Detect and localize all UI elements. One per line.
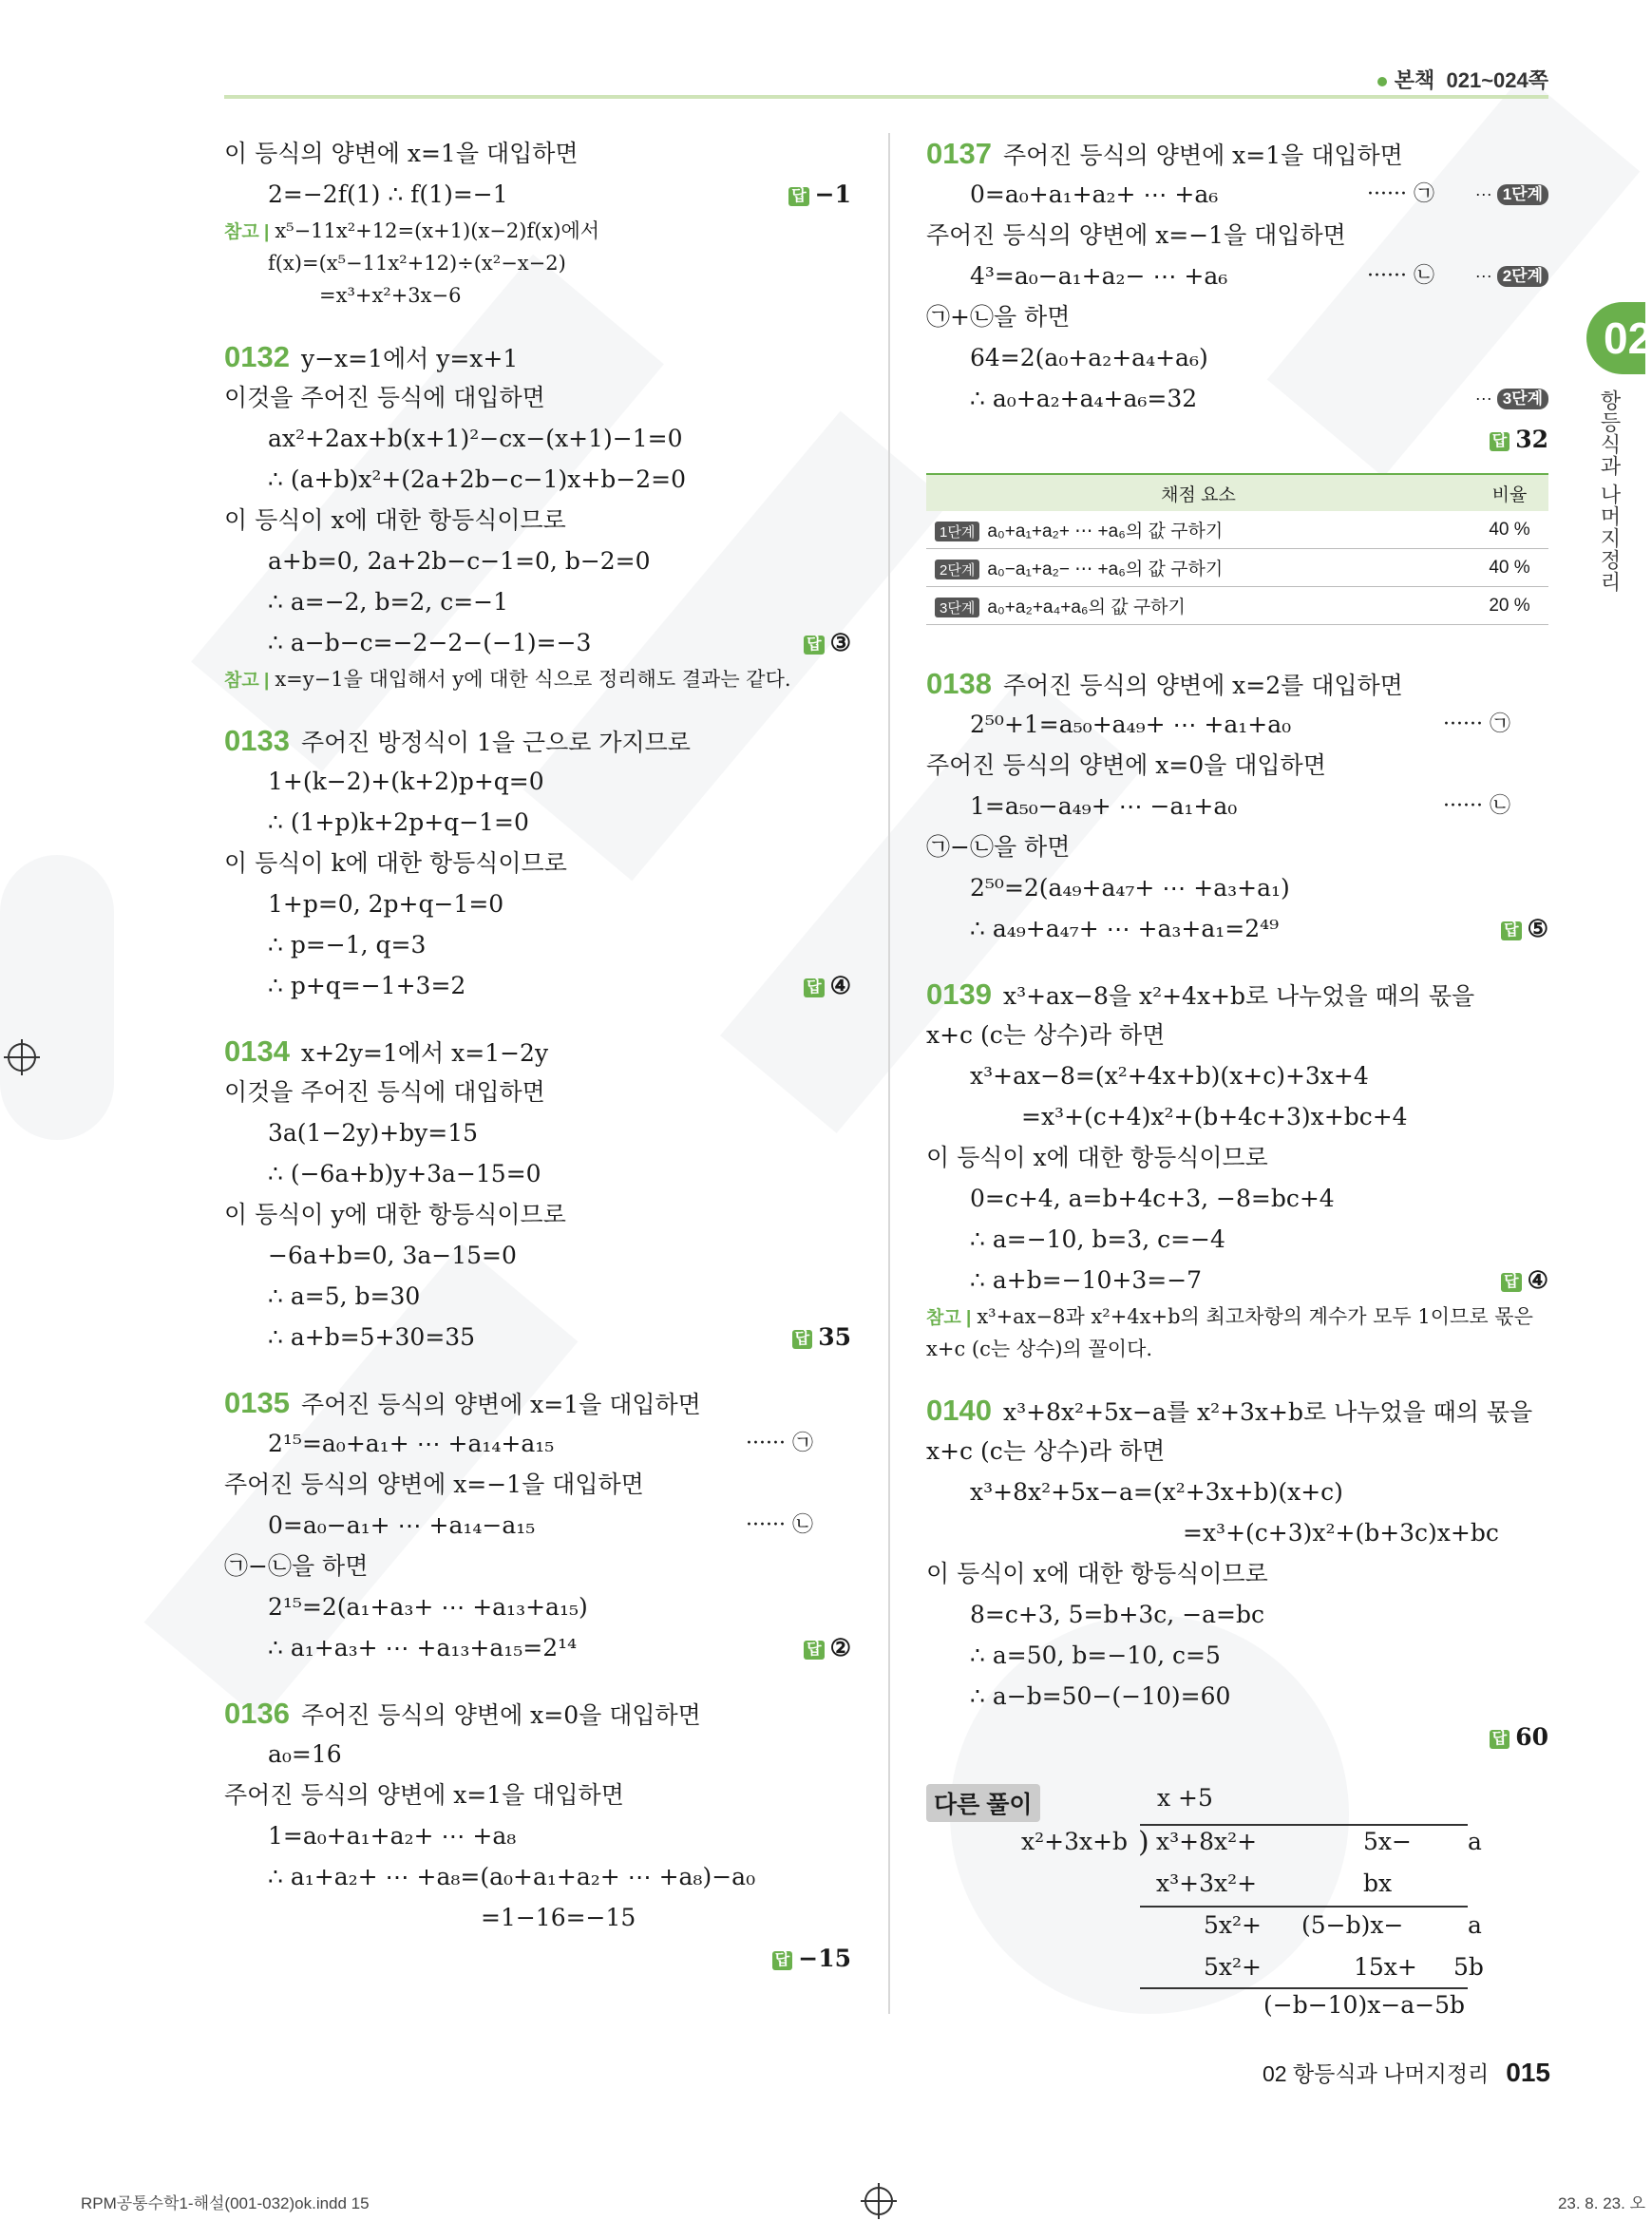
solution-line — [926, 1594, 1548, 1635]
solution-line — [224, 215, 851, 247]
solution-line — [224, 541, 851, 581]
line-text: 이 등식이 x에 대한 항등식이므로 — [926, 1560, 1268, 1587]
problem-number: 0134 — [224, 1035, 290, 1068]
solution-line — [224, 418, 851, 459]
page-footer — [1263, 2057, 1550, 2088]
answer-tag: 답 — [1490, 432, 1510, 451]
table-row — [926, 511, 1548, 549]
answer-tag: 답 — [804, 1641, 824, 1660]
answer: 답 ④ — [804, 965, 851, 1006]
line-text: 3a(1−2y)+by=15 — [268, 1119, 479, 1147]
line-text: ∴ a₁+a₂+ ⋯ +a₈=(a₀+a₁+a₂+ ⋯ +a₈)−a₀ — [268, 1863, 756, 1890]
line-text: x³+8x²+5x−a를 x²+3x+b로 나누었을 때의 몫을 — [1002, 1398, 1533, 1426]
line-text: 4³=a₀−a₁+a₂− ⋯ +a₆ — [970, 262, 1228, 290]
solution-line — [926, 1390, 1548, 1431]
answer: 답 35 — [792, 1317, 851, 1357]
line-text: x³+ax−8=(x²+4x+b)(x+c)+3x+4 — [970, 1062, 1369, 1090]
problem-number: 0132 — [224, 340, 290, 373]
solution-line — [926, 1055, 1548, 1096]
solution-line — [926, 704, 1548, 745]
page-number: 015 — [1506, 2058, 1550, 2087]
solution-line — [926, 133, 1548, 174]
problem-number: 0133 — [224, 724, 290, 757]
equation-marker: ······ ㉡ — [746, 1513, 813, 1537]
answer: 답 60 — [1490, 1717, 1548, 1757]
solution-line — [224, 1276, 851, 1317]
step-marker: ··· 3단계 — [1475, 378, 1548, 419]
solution-line — [926, 745, 1548, 786]
table-cell: 20 % — [1471, 587, 1548, 625]
solution-line — [926, 1137, 1548, 1178]
note-label: 참고 | — [224, 222, 270, 242]
solution-line — [926, 1219, 1548, 1260]
division-row: (5−b)x− — [1301, 1911, 1404, 1939]
long-division — [926, 1775, 1506, 2022]
line-text: x+c (c는 상수)라 하면 — [926, 1437, 1166, 1465]
division-row: a — [1468, 1911, 1482, 1939]
division-row: 15x+ — [1354, 1953, 1417, 1981]
line-text: ∴ (a+b)x²+(2a+2b−c−1)x+b−2=0 — [268, 465, 687, 493]
solution-line — [224, 336, 851, 377]
dividend: x³+8x²+ — [1156, 1828, 1258, 1855]
solution-line — [224, 883, 851, 924]
solution-line — [926, 786, 1548, 826]
line-text: =x³+x²+3x−6 — [319, 284, 462, 307]
solution-line — [224, 663, 851, 695]
problem-number: 0139 — [926, 978, 992, 1011]
line-text: ∴ a−b−c=−2−2−(−1)=−3 — [268, 629, 592, 656]
solution-line — [926, 1717, 1548, 1757]
table-cell: a₀−a₁+a₂− ⋯ +a₆의 값 구하기 — [987, 560, 1224, 579]
header-pages: 본책 021~024쪽 — [1377, 65, 1548, 94]
line-text: 2=−2f(1) ∴ f(1)=−1 — [268, 180, 508, 208]
table-cell: a₀+a₂+a₄+a₆의 값 구하기 — [987, 598, 1186, 617]
divisor: x²+3x+b — [1021, 1828, 1129, 1855]
solution-line — [224, 174, 851, 215]
line-text: x⁵−11x²+12=(x+1)(x−2)f(x)에서 — [275, 219, 600, 242]
note-label: 참고 | — [224, 671, 270, 691]
solution-line — [224, 1464, 851, 1505]
line-text: ∴ (1+p)k+2p+q−1=0 — [268, 808, 529, 836]
solution-line — [926, 1300, 1548, 1333]
line-text: x³+ax−8을 x²+4x+b로 나누었을 때의 몫을 — [1002, 982, 1475, 1010]
solution-line — [926, 826, 1548, 867]
solution-line — [224, 133, 851, 174]
spacer — [224, 695, 851, 720]
left-column — [224, 133, 851, 1979]
dividend-part: a — [1468, 1828, 1482, 1855]
line-text: −6a+b=0, 3a−15=0 — [268, 1242, 517, 1269]
line-text: 8=c+3, 5=b+3c, −a=bc — [970, 1601, 1265, 1628]
equation-marker: ······ ㉠ — [1443, 712, 1510, 736]
solution-line — [926, 1676, 1548, 1717]
line-text: a+b=0, 2a+2b−c−1=0, b−2=0 — [268, 547, 651, 575]
equation-marker: ······ ㉡ — [1443, 794, 1510, 818]
line-text: ㉠+㉡을 하면 — [926, 303, 1071, 331]
problem-number: 0138 — [926, 667, 992, 700]
solution-line — [224, 1423, 851, 1464]
solution-line — [926, 1512, 1548, 1553]
line-text: =x³+(c+4)x²+(b+4c+3)x+bc+4 — [1021, 1103, 1408, 1130]
answer-tag: 답 — [792, 1330, 812, 1349]
line-text: 이 등식이 x에 대한 항등식이므로 — [224, 506, 566, 534]
line-text: 주어진 등식의 양변에 x=0을 대입하면 — [300, 1701, 701, 1729]
line-text: ∴ a=−10, b=3, c=−4 — [970, 1225, 1225, 1253]
line-text: 2¹⁵=a₀+a₁+ ⋯ +a₁₄+a₁₅ — [268, 1430, 555, 1457]
step-badge: 1단계 — [935, 522, 979, 541]
solution-line — [224, 1775, 851, 1815]
solution-line — [224, 1031, 851, 1072]
line-text: 이 등식이 x에 대한 항등식이므로 — [926, 1144, 1268, 1171]
line-text: 주어진 등식의 양변에 x=−1을 대입하면 — [224, 1471, 644, 1498]
line-text: 1+p=0, 2p+q−1=0 — [268, 890, 504, 918]
division-row: bx — [1363, 1870, 1393, 1897]
answer: 답 ② — [804, 1627, 851, 1668]
answer-tag: 답 — [1501, 1273, 1521, 1292]
step-marker: ··· 2단계 — [1475, 256, 1548, 296]
solution-line — [926, 1553, 1548, 1594]
solution-line — [926, 378, 1548, 419]
solution-line — [926, 1096, 1548, 1137]
solution-line — [926, 296, 1548, 337]
solution-line — [224, 720, 851, 761]
line-text: 1=a₅₀−a₄₉+ ⋯ −a₁+a₀ — [970, 792, 1238, 820]
line-text: ∴ (−6a+b)y+3a−15=0 — [268, 1160, 541, 1187]
solution-line — [224, 965, 851, 1006]
answer-tag: 답 — [804, 978, 824, 997]
solution-line — [224, 247, 851, 279]
answer: 답 ③ — [804, 622, 851, 663]
spacer — [224, 1006, 851, 1031]
line-text: x³+8x²+5x−a=(x²+3x+b)(x+c) — [970, 1478, 1343, 1506]
solution-line — [926, 174, 1548, 215]
solution-line — [224, 924, 851, 965]
footer-chapter: 02 항등식과 나머지정리 — [1262, 2061, 1490, 2086]
solution-line — [224, 1693, 851, 1734]
solution-line — [224, 1897, 851, 1938]
answer-tag: 답 — [1490, 1730, 1510, 1749]
solution-line — [224, 1586, 851, 1627]
problem-number: 0140 — [926, 1394, 992, 1427]
division-row: 5b — [1453, 1953, 1484, 1981]
problem-number: 0136 — [224, 1697, 290, 1730]
solution-line — [926, 1015, 1548, 1055]
answer: 답 32 — [1490, 419, 1548, 460]
spacer — [224, 312, 851, 336]
line-text: ∴ a₄₉+a₄₇+ ⋯ +a₃+a₁=2⁴⁹ — [970, 915, 1280, 942]
solution-line — [224, 1546, 851, 1586]
chapter-tab: 02 — [1586, 302, 1645, 374]
solution-line — [224, 802, 851, 843]
problem-number: 0137 — [926, 137, 992, 170]
registration-mark-icon — [864, 2187, 893, 2215]
spacer — [224, 1668, 851, 1693]
solution-line — [224, 459, 851, 500]
step-badge: 3단계 — [935, 598, 979, 617]
line-text: ∴ p=−1, q=3 — [268, 931, 427, 959]
solution-line — [224, 1734, 851, 1775]
spacer — [926, 1365, 1548, 1390]
print-file-info: RPM공통수학1-해설(001-032)ok.indd 15 — [81, 2194, 370, 2212]
line-text: =1−16=−15 — [481, 1904, 636, 1931]
line-text: x+2y=1에서 x=1−2y — [300, 1039, 549, 1067]
registration-mark-icon — [8, 1043, 36, 1072]
line-text: ∴ a=5, b=30 — [268, 1282, 421, 1310]
line-text: x+c (c는 상수)라 하면 — [926, 1021, 1166, 1049]
equation-marker: ······ ㉡ — [1367, 264, 1434, 288]
line-text: 64=2(a₀+a₂+a₄+a₆) — [970, 344, 1208, 371]
line-text: ㉠−㉡을 하면 — [224, 1552, 369, 1580]
column-divider — [888, 133, 890, 2014]
line-text: 1+(k−2)+(k+2)p+q=0 — [268, 768, 544, 795]
answer-tag: 답 — [788, 187, 808, 206]
solution-line — [926, 1178, 1548, 1219]
right-column-bottom — [926, 663, 1548, 1757]
division-row: 5x²+ — [1204, 1953, 1262, 1981]
solution-line — [926, 908, 1548, 949]
division-bracket: ) — [1138, 1826, 1149, 1859]
right-column-top — [926, 133, 1548, 460]
line-text: ∴ a₁+a₃+ ⋯ +a₁₃+a₁₅=2¹⁴ — [268, 1634, 578, 1661]
line-text: ∴ a+b=−10+3=−7 — [970, 1266, 1203, 1294]
table-row — [926, 587, 1548, 625]
line-text: ∴ a=50, b=−10, c=5 — [970, 1642, 1221, 1669]
line-text: 주어진 등식의 양변에 x=−1을 대입하면 — [926, 221, 1346, 249]
equation-marker: ······ ㉠ — [1367, 182, 1434, 206]
line-text: ∴ a₀+a₂+a₄+a₆=32 — [970, 385, 1198, 412]
division-row: 5x²+ — [1204, 1911, 1262, 1939]
line-text: 주어진 등식의 양변에 x=1을 대입하면 — [224, 1781, 624, 1809]
solution-line — [224, 1072, 851, 1112]
line-text: ∴ a−b=50−(−10)=60 — [970, 1682, 1231, 1710]
table-cell: 40 % — [1471, 549, 1548, 587]
equation-marker: ······ ㉠ — [746, 1432, 813, 1455]
line-text: 0=c+4, a=b+4c+3, −8=bc+4 — [970, 1185, 1335, 1212]
solution-line — [224, 1235, 851, 1276]
line-text: 이 등식의 양변에 x=1을 대입하면 — [224, 140, 579, 167]
table-row — [926, 549, 1548, 587]
remainder: (−b−10)x−a−5b — [1263, 1991, 1466, 2019]
answer: 답 −15 — [772, 1938, 851, 1979]
table-cell: a₀+a₁+a₂+ ⋯ +a₆의 값 구하기 — [987, 522, 1224, 541]
solution-line — [224, 581, 851, 622]
step-badge: 2단계 — [935, 560, 979, 579]
solution-line — [224, 1856, 851, 1897]
solution-line — [926, 974, 1548, 1015]
table-header-item: 채점 요소 — [926, 474, 1471, 511]
solution-line — [926, 256, 1548, 296]
solution-line — [926, 1333, 1548, 1365]
line-text: 이 등식이 k에 대한 항등식이므로 — [224, 849, 567, 877]
line-text: 2⁵⁰+1=a₅₀+a₄₉+ ⋯ +a₁+a₀ — [970, 711, 1292, 738]
solution-line — [926, 337, 1548, 378]
solution-line — [224, 622, 851, 663]
line-text: y−x=1에서 y=x+1 — [300, 345, 519, 372]
line-text: 2¹⁵=2(a₁+a₃+ ⋯ +a₁₃+a₁₅) — [268, 1593, 588, 1621]
answer-tag: 답 — [772, 1951, 792, 1970]
line-text: 2⁵⁰=2(a₄₉+a₄₇+ ⋯ +a₃+a₁) — [970, 874, 1290, 902]
solution-line — [224, 1505, 851, 1546]
problem-number: 0135 — [224, 1386, 290, 1419]
solution-line — [224, 1627, 851, 1668]
line-text: 주어진 등식의 양변에 x=0을 대입하면 — [926, 751, 1326, 779]
solution-line — [926, 419, 1548, 460]
solution-line — [224, 279, 851, 312]
division-line — [1140, 1906, 1468, 1908]
solution-line — [224, 1815, 851, 1856]
line-text: x=y−1을 대입해서 y에 대한 식으로 정리해도 결과는 같다. — [275, 668, 791, 691]
line-text: x³+ax−8과 x²+4x+b의 최고차항의 계수가 모두 1이므로 몫은 — [977, 1305, 1533, 1328]
line-text: 주어진 등식의 양변에 x=1을 대입하면 — [300, 1391, 701, 1418]
line-text: ∴ a=−2, b=2, c=−1 — [268, 588, 509, 616]
line-text: 0=a₀−a₁+ ⋯ +a₁₄−a₁₅ — [268, 1511, 536, 1539]
answer: 답 ⑤ — [1501, 908, 1548, 949]
solution-line — [224, 761, 851, 802]
scoring-table — [926, 473, 1548, 625]
line-text: 이 등식이 y에 대한 항등식이므로 — [224, 1201, 566, 1228]
line-text: ∴ p+q=−1+3=2 — [268, 972, 466, 999]
answer: 답 ④ — [1501, 1260, 1548, 1300]
line-text: 1=a₀+a₁+a₂+ ⋯ +a₈ — [268, 1822, 517, 1850]
solution-line — [224, 843, 851, 883]
solution-line — [224, 1382, 851, 1423]
answer-tag: 답 — [1501, 921, 1521, 940]
line-text: f(x)=(x⁵−11x²+12)÷(x²−x−2) — [268, 252, 566, 275]
solution-line — [926, 1260, 1548, 1300]
line-text: ㉠−㉡을 하면 — [926, 833, 1071, 861]
division-bar — [1140, 1824, 1468, 1826]
line-text: 주어진 등식의 양변에 x=2를 대입하면 — [1002, 672, 1403, 699]
solution-line — [926, 867, 1548, 908]
solution-line — [926, 1471, 1548, 1512]
answer: 답 −1 — [788, 174, 851, 215]
dividend-part: 5x− — [1363, 1828, 1412, 1855]
division-line — [1140, 1987, 1468, 1989]
line-text: 이것을 주어진 등식에 대입하면 — [224, 1078, 545, 1106]
solution-line — [224, 1938, 851, 1979]
line-text: 주어진 등식의 양변에 x=1을 대입하면 — [1002, 142, 1403, 169]
line-text: x+c (c는 상수)의 꼴이다. — [926, 1338, 1153, 1360]
line-text: ∴ a+b=5+30=35 — [268, 1323, 476, 1351]
table-cell: 40 % — [1471, 511, 1548, 549]
header-rule — [224, 95, 1548, 99]
solution-line — [926, 1635, 1548, 1676]
line-text: a₀=16 — [268, 1740, 342, 1768]
division-row: x³+3x²+ — [1156, 1870, 1258, 1897]
solution-line — [224, 1112, 851, 1153]
quotient: x +5 — [1157, 1784, 1213, 1812]
line-text: ax²+2ax+b(x+1)²−cx−(x+1)−1=0 — [268, 425, 683, 452]
answer-tag: 답 — [804, 636, 824, 655]
print-date: 23. 8. 23. 오 — [1557, 2194, 1645, 2212]
spacer — [926, 949, 1548, 974]
chapter-title-vertical: 항등식과 나머지정리 — [1598, 389, 1622, 594]
solution-line — [224, 1317, 851, 1357]
solution-line — [224, 377, 851, 418]
spacer — [224, 1357, 851, 1382]
solution-line — [926, 663, 1548, 704]
line-text: 0=a₀+a₁+a₂+ ⋯ +a₆ — [970, 180, 1219, 208]
note-label: 참고 | — [926, 1308, 972, 1328]
solution-line — [224, 1153, 851, 1194]
solution-line — [224, 1194, 851, 1235]
solution-line — [926, 215, 1548, 256]
solution-line — [224, 500, 851, 541]
solution-line — [926, 1431, 1548, 1471]
step-marker: ··· 1단계 — [1475, 174, 1548, 215]
line-text: =x³+(c+3)x²+(b+3c)x+bc — [1183, 1519, 1499, 1547]
table-header-ratio: 비율 — [1471, 474, 1548, 511]
alt-solution-label: 다른 풀이 — [926, 1784, 1040, 1822]
line-text: 이것을 주어진 등식에 대입하면 — [224, 384, 545, 411]
line-text: 주어진 방정식이 1을 근으로 가지므로 — [300, 729, 691, 756]
